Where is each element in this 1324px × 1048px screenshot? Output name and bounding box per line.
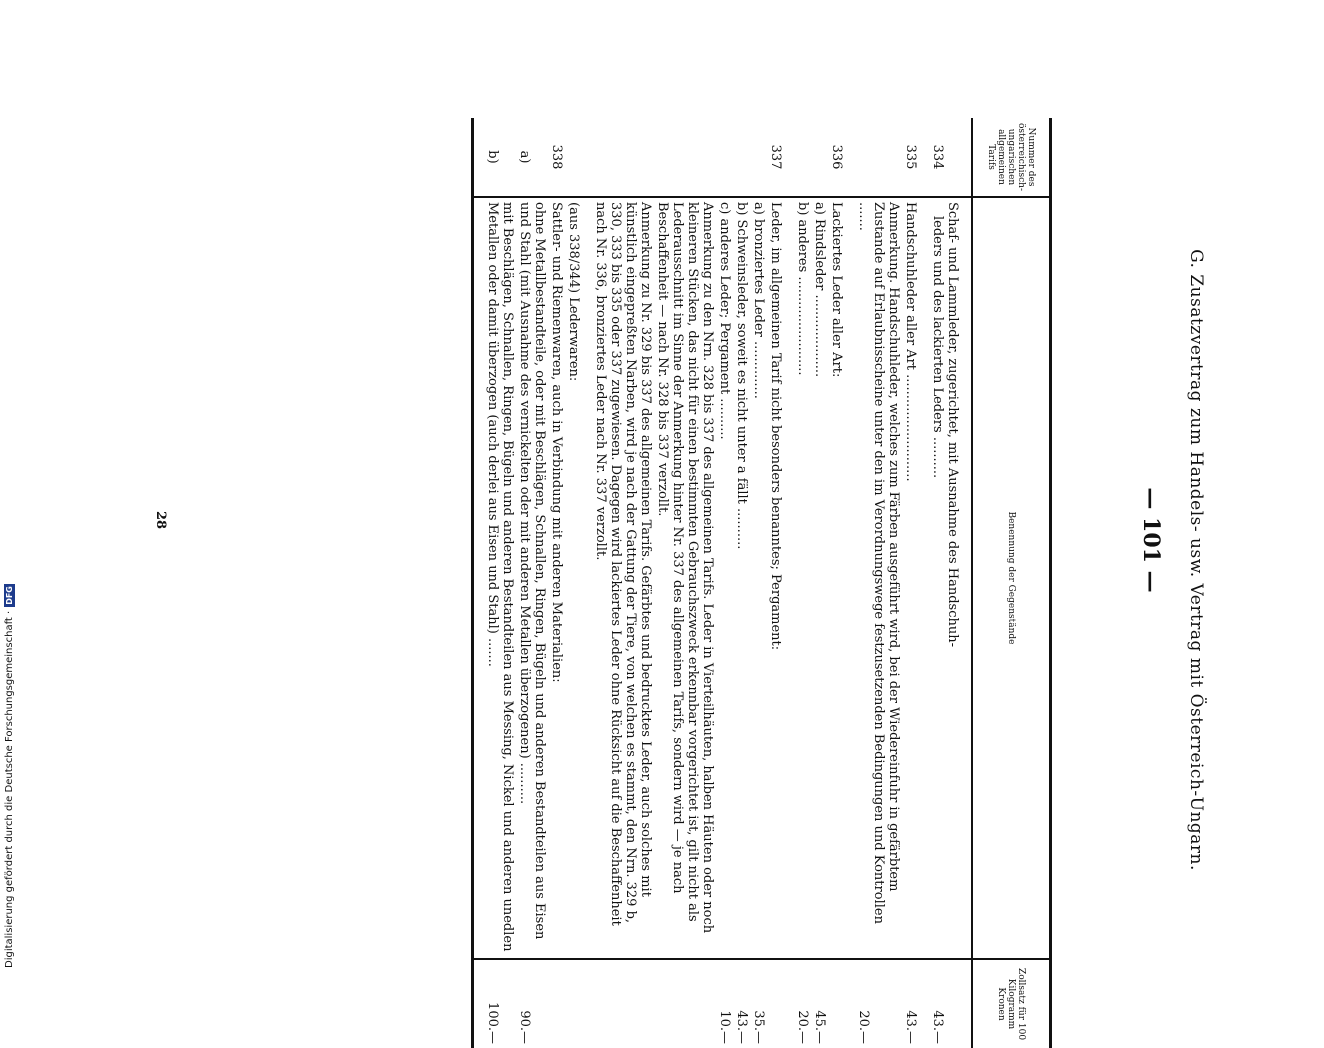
item-description: Schaf- und Lammleder, zugerichtet, mit Ausnahme des Handschuh-	[945, 202, 960, 647]
item-description: Handschuhleder aller Art ..........................	[902, 197, 919, 959]
table-row	[565, 118, 582, 1048]
item-subdescription: b) Schweinsleder, soweit es nicht unter a fällt ..........	[733, 197, 750, 959]
tariff-rate: 35.—	[751, 1010, 766, 1044]
table-row	[855, 118, 902, 1048]
table-row	[592, 118, 654, 1048]
table-row	[767, 118, 784, 1048]
tariff-rate: 100.—	[485, 1002, 500, 1044]
table-row	[733, 118, 750, 1048]
item-description: Sattler- und Riemenwaren, auch in Verbindung mit anderen Materialien:	[548, 197, 565, 959]
tariff-rate: 45.—	[812, 1010, 827, 1044]
item-description: Leder, im allgemeinen Tarif nicht besonders benanntes; Pergament:	[767, 197, 784, 959]
column-header-rate: Zollsatz für 100 Kilogramm Kronen	[972, 959, 1051, 1048]
tariff-subnumber: b)	[484, 118, 516, 197]
tariff-rate: 10.—	[717, 1010, 732, 1044]
digitisation-credit	[0, 0, 18, 1000]
table-row	[902, 118, 919, 1048]
column-header-number: Nummer des österreichisch-ungarischen allgemeinen Tarifs	[972, 118, 1051, 197]
table-row	[548, 118, 565, 1048]
tariff-rate: 43.—	[930, 1010, 945, 1044]
tariff-number: 334	[929, 118, 961, 197]
tariff-rate: 20.—	[795, 1010, 810, 1044]
item-subdescription: a) Rindsleder ....................	[811, 197, 828, 959]
tariff-rate: 20.—	[856, 1010, 871, 1044]
table-row	[828, 118, 845, 1048]
credit-text: Digitalisierung gefördert durch die Deutsche Forschungsgemeinschaft ·	[3, 610, 15, 968]
table-row	[750, 118, 767, 1048]
item-subdescription: b) anderes ........................	[794, 197, 811, 959]
item-note: Anmerkung. Handschuhleder, welches zum Färben ausgeführt wird, bei der Wiedereinfuhr in gefärbtem Zustande auf Erlaubnisscheine unter den im Verordnungswege festzusetzenden Bedingungen und Kontrollen .......	[855, 197, 902, 959]
section-heading: (aus 338/344) Lederwaren:	[565, 197, 582, 959]
page-header-title: G. Zusatzvertrag zum Handels- usw. Vertrag mit Österreich-Ungarn.	[1186, 249, 1206, 871]
tariff-subnumber: a)	[516, 118, 548, 197]
tariff-rate: 43.—	[734, 1010, 749, 1044]
table-header-row	[972, 118, 1051, 1048]
table-row	[811, 118, 828, 1048]
table-row	[654, 118, 716, 1048]
item-subdescription: mit Beschlägen, Schnallen, Ringen, Bügeln und anderen Bestandteilen aus Messing, Nickel und anderen unedlen Metallen oder damit überzogen (auch derlei aus Eisen und Stahl) .......	[484, 197, 516, 959]
item-subdescription: a) bronziertes Leder ..............	[750, 197, 767, 959]
table-row	[716, 118, 733, 1048]
table-row	[929, 118, 961, 1048]
item-description-cont: leders und des lackierten Leders ..........	[930, 216, 945, 479]
item-subdescription: c) anderes Leder; Pergament ..........	[716, 197, 733, 959]
dfg-logo-icon: DFG	[4, 586, 14, 605]
column-header-description: Benennung der Gegenstände	[972, 197, 1051, 959]
table-row	[516, 118, 548, 1048]
page-number: — 101 —	[1138, 487, 1164, 593]
item-note: Anmerkung zu den Nrn. 328 bis 337 des allgemeinen Tarifs. Leder in Vierteilhäuten, halben Häuten oder noch kleineren Stücken, das nicht für einen bestimmten Gebrauchszweck erkennbar vorgerichtet ist, gilt nicht als Lederausschnitt im Sinne der Anmerkung hinter Nr. 337 des allgemeinen Tarifs, sondern wird — je nach Beschaffenheit — nach Nr. 328 bis 337 verzollt.	[654, 197, 716, 959]
tariff-table	[471, 118, 1052, 1048]
table-row	[794, 118, 811, 1048]
item-subdescription: ohne Metallbestandteile, oder mit Beschlägen, Schnallen, Ringen, Bügeln und anderen Bestandteilen aus Eisen und Stahl (mit Ausnahme des vernickelten oder mit anderen Metallen überzogenen) ..........	[516, 197, 548, 959]
sheet-number: 28	[153, 510, 168, 530]
tariff-number: 338	[548, 118, 565, 197]
tariff-rate: 43.—	[903, 1010, 918, 1044]
tariff-number: 335	[902, 118, 919, 197]
item-note: Anmerkung zu Nr. 329 bis 337 des allgemeinen Tarifs. Gefärbtes und bedrucktes Leder, auch solches mit künstlich eingepreßten Narben, wird je nach der Gattung der Tiere, von welchen es stammt, den Nrn. 329 b, 330, 333 bis 335 oder 337 zugewiesen. Dagegen wird lackiertes Leder ohne Rücksicht auf die Beschaffenheit nach Nr. 336, bronziertes Leder nach Nr. 337 verzollt.	[592, 197, 654, 959]
tariff-rate: 90.—	[517, 1010, 532, 1044]
table-row	[484, 118, 516, 1048]
tariff-number: 336	[828, 118, 845, 197]
item-description: Lackiertes Leder aller Art:	[828, 197, 845, 959]
tariff-number: 337	[767, 118, 784, 197]
